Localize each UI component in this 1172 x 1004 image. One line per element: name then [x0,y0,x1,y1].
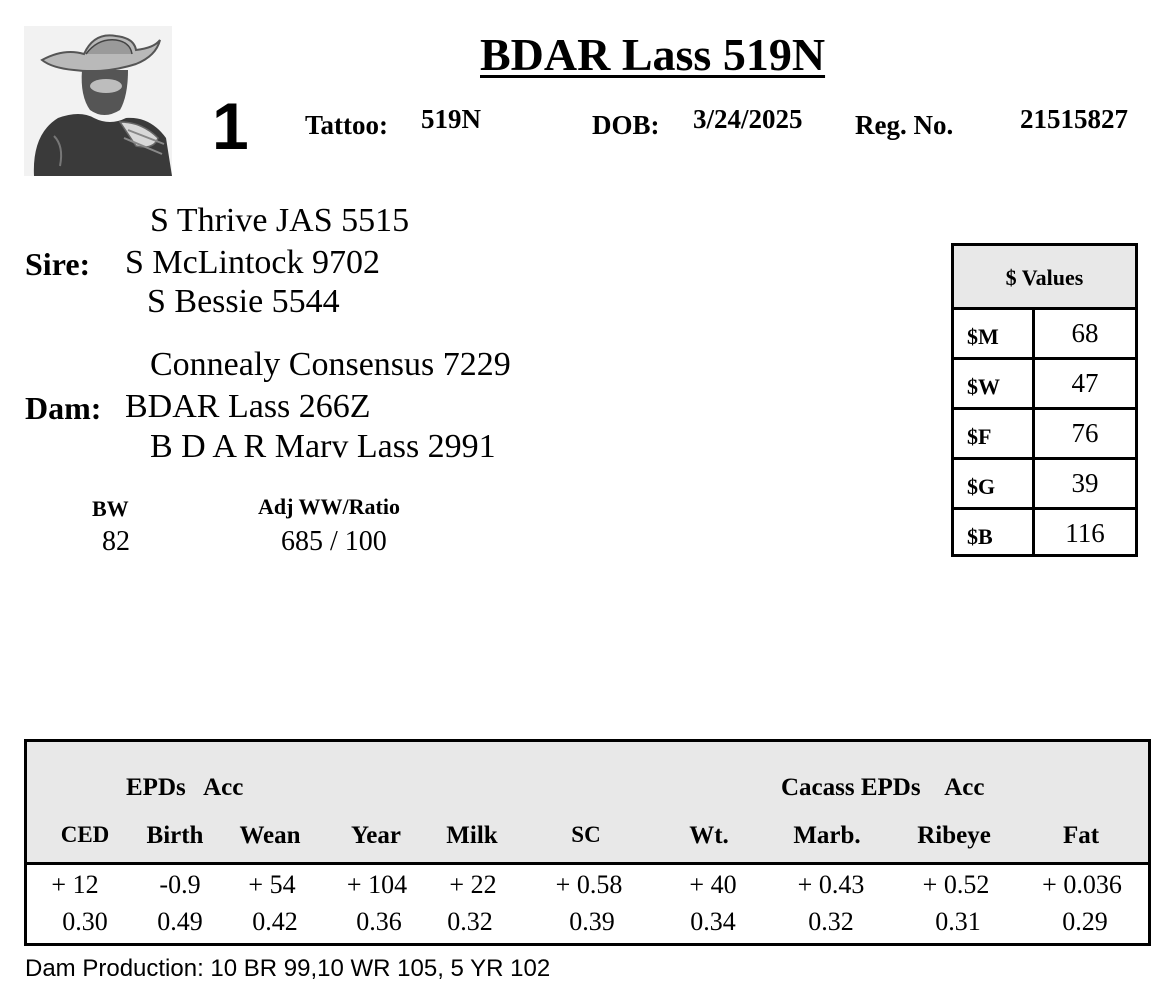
epd-value: + 40 [689,870,737,899]
epd-value: + 0.52 [922,870,990,899]
dollar-value-row [954,460,1135,510]
dollar-value: 47 [1071,368,1099,398]
col-header: Ribeye [917,822,991,849]
dollar-value-row [954,310,1135,360]
dollar-values-table [951,243,1138,557]
sire-dam: S Bessie 5544 [147,283,340,320]
dob-label: DOB: [592,110,660,140]
dollar-value-row [954,410,1135,460]
dollar-value-name: $B [967,524,993,549]
dam-production-note: Dam Production: 10 BR 99,10 WR 105, 5 YR 102 [25,955,551,982]
accuracy-value: 0.32 [447,907,493,936]
dam-sire: Connealy Consensus 7229 [150,346,511,383]
lot-number: 1 [212,89,249,163]
col-header: Milk [446,822,498,849]
epd-value: + 0.43 [797,870,865,899]
col-header: Marb. [793,822,861,849]
accuracy-value: 0.32 [808,907,854,936]
dam-name: BDAR Lass 266Z [125,388,371,425]
accuracy-value: 0.42 [252,907,298,936]
animal-name-title: BDAR Lass 519N [480,29,826,80]
dollar-value-name: $F [967,424,992,449]
dollar-value: 76 [1071,418,1099,448]
bw-label: BW [92,496,129,521]
epd-value: + 0.58 [555,870,623,899]
tattoo-label: Tattoo: [305,110,389,140]
accuracy-value: 0.34 [690,907,736,936]
dollar-value: 39 [1071,468,1099,498]
epd-value: + 22 [449,870,497,899]
sire-label: Sire: [25,246,91,282]
accuracy-value: 0.49 [157,907,203,936]
tattoo-value: 519N [421,104,481,134]
accuracy-value: 0.30 [62,907,108,936]
dollar-value-row [954,510,1135,557]
epd-value: + 104 [346,870,408,899]
sire-sire: S Thrive JAS 5515 [150,202,410,239]
carcass-group-label: Cacass EPDs Acc [781,774,985,801]
bw-value: 82 [102,526,130,557]
accuracy-value: 0.36 [356,907,402,936]
epd-table [24,739,1151,946]
col-header: Wean [239,822,301,849]
accuracy-value: 0.39 [569,907,615,936]
col-header: CED [60,822,110,847]
dam-label: Dam: [25,390,102,426]
epd-value: + 0.036 [1042,870,1122,899]
dollar-value: 68 [1071,318,1099,348]
cowboy-portrait-icon [24,26,172,176]
dollar-value-row [954,360,1135,410]
col-header: SC [571,822,601,847]
dollar-values-title: $ Values [954,246,1135,310]
reg-no-value: 21515827 [1020,104,1128,134]
col-header: Year [351,822,401,849]
ww-label: Adj WW/Ratio [258,494,400,519]
epd-value: + 54 [248,870,296,899]
dollar-value-name: $W [967,374,1000,399]
epd-value: -0.9 [159,870,201,899]
ww-value: 685 / 100 [281,526,387,557]
dam-dam: B D A R Marv Lass 2991 [150,428,496,465]
epd-table-header [27,742,1148,865]
col-header: Wt. [689,822,729,849]
col-header: Birth [146,822,204,849]
dollar-value: 116 [1065,518,1105,548]
dollar-value-name: $G [967,474,996,499]
accuracy-value: 0.29 [1062,907,1108,936]
epd-group-label: EPDs Acc [126,774,244,801]
accuracy-value: 0.31 [935,907,981,936]
col-header: Fat [1062,822,1100,849]
dollar-value-name: $M [967,324,999,349]
sire-name: S McLintock 9702 [125,244,380,281]
epd-value: + 12 [51,870,99,899]
dob-value: 3/24/2025 [693,104,803,134]
reg-no-label: Reg. No. [855,110,954,140]
